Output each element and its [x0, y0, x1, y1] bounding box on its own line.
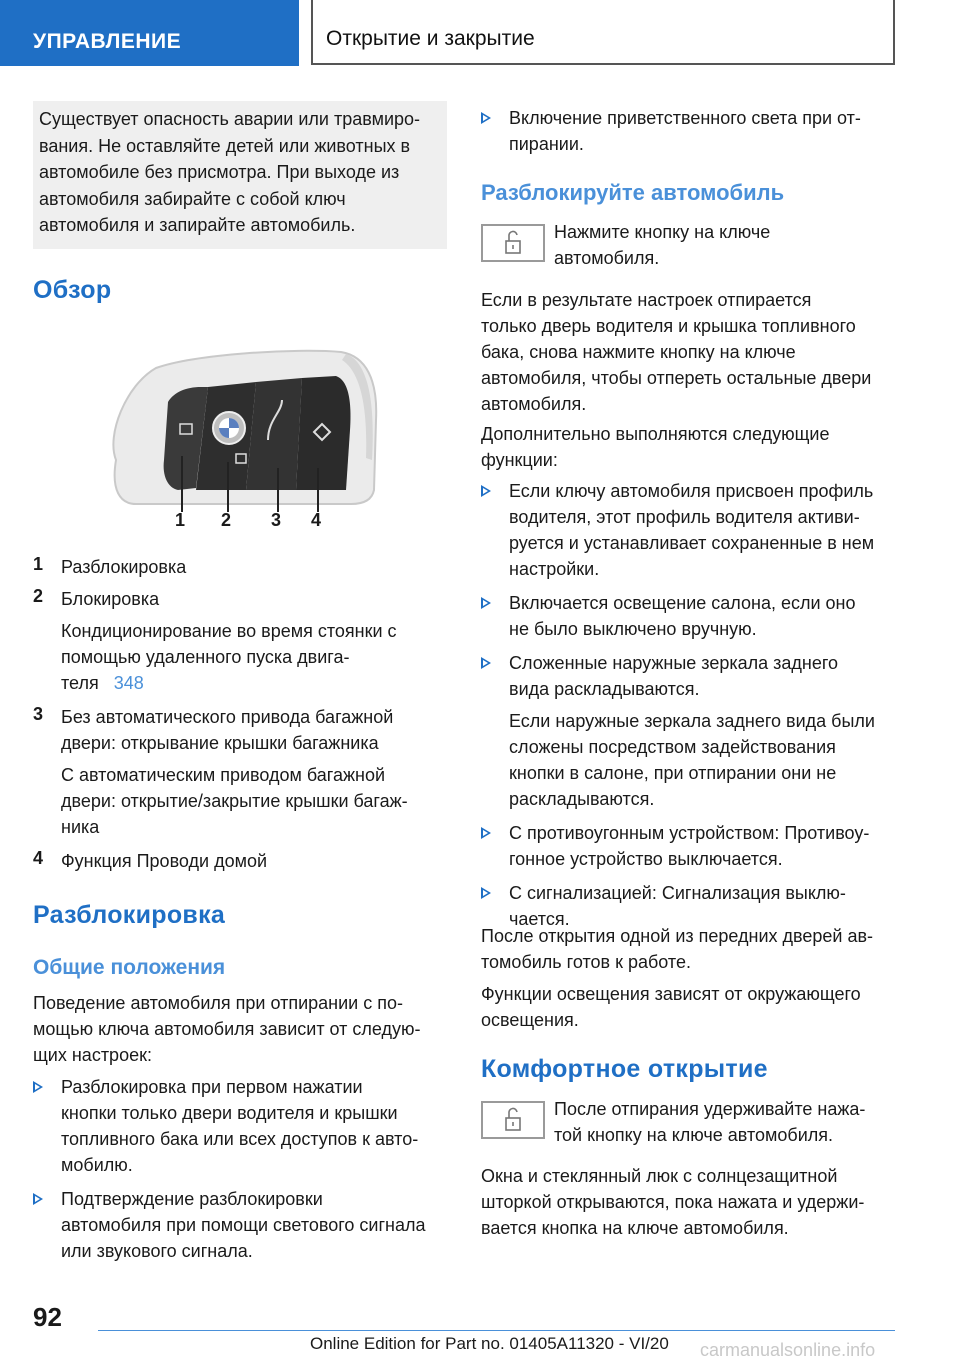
bullet-item — [33, 1186, 447, 1264]
item-extra — [33, 618, 447, 696]
paragraph-windows: Окна и стеклянный люк с солнцезащитной шторкой открываются, пока нажата и удержи- вается кнопка на ключе автомобиля. — [481, 1166, 865, 1238]
heading-comfort-open: Комфортное открытие — [481, 1055, 768, 1083]
bullet-item — [481, 820, 895, 872]
item-text: Блокировка — [61, 589, 160, 609]
key-label-4: 4 — [311, 510, 322, 530]
unlock-button-icon-2 — [481, 1101, 545, 1139]
item-number: 1 — [33, 554, 44, 574]
right-top-bullet — [481, 105, 895, 157]
triangle-bullet-icon — [481, 485, 491, 497]
bullet-item — [33, 1074, 447, 1178]
warning-box — [33, 101, 447, 249]
footer-edition: Online Edition for Part no. 01405A11320 - VI/20 — [310, 1334, 669, 1353]
triangle-bullet-icon — [481, 887, 491, 899]
paragraph-lighting: Функции освещения зависят от окружающего освещения. — [481, 984, 861, 1030]
page-ref-link[interactable]: 348 — [113, 673, 144, 693]
key-label-2: 2 — [221, 510, 232, 530]
heading-unlock-vehicle: Разблокируйте автомобиль — [481, 180, 785, 205]
header-divider-right — [893, 0, 895, 64]
triangle-bullet-icon — [33, 1193, 43, 1205]
comfort-button-text: После отпирания удерживайте нажа- той кнопку на ключе автомобиля. — [554, 1099, 866, 1145]
key-label-1: 1 — [175, 510, 186, 530]
list-item — [33, 586, 447, 696]
bullet-text: С противоугонным устройством: Противоу- гонное устройство выключается. — [509, 823, 870, 869]
header-divider — [311, 0, 313, 64]
unlock-button-icon — [481, 224, 545, 262]
paragraph-ready: После открытия одной из передних дверей ав- томобиль готов к работе. — [481, 926, 874, 972]
page-number: 92 — [33, 1302, 62, 1332]
bullet-item — [481, 650, 895, 702]
bullet-text: Если ключу автомобиля присвоен профиль водителя, этот профиль водителя активи- руется и устанавливает сохраненные в нем настройки. — [509, 481, 875, 579]
bullet-text: Подтверждение разблокировки автомобиля при помощи светового сигнала или звукового сигнала. — [61, 1189, 426, 1261]
item-text: Без автоматического привода багажной двери: открывание крышки багажника — [61, 707, 394, 753]
item-text: Функция Проводи домой — [61, 851, 268, 871]
item-extra: С автоматическим приводом багажной двери: открытие/закрытие крышки багаж- ника — [61, 765, 408, 837]
header-underline — [311, 63, 895, 65]
item-text: Разблокировка — [61, 557, 187, 577]
unlock-bullets — [33, 1074, 447, 1264]
bullet-item — [481, 478, 895, 582]
paragraph-additional: Дополнительно выполняются следующие функции: — [481, 424, 830, 470]
section-tab: УПРАВЛЕНИЕ — [0, 0, 299, 66]
unlock-intro: Поведение автомобиля при отпирании с по- мощью ключа автомобиля зависит от следую- щих настроек: — [33, 993, 421, 1065]
page-title: Открытие и закрытие — [326, 27, 535, 50]
triangle-bullet-icon — [481, 112, 491, 124]
triangle-bullet-icon — [481, 657, 491, 669]
watermark: carmanualsonline.info — [700, 1340, 876, 1360]
unlock-button-text: Нажмите кнопку на ключе автомобиля. — [554, 222, 771, 268]
bullet-text: Включается освещение салона, если оно не было выключено вручную. — [509, 593, 856, 639]
key-label-3: 3 — [271, 510, 282, 530]
triangle-bullet-icon — [481, 597, 491, 609]
triangle-bullet-icon — [481, 827, 491, 839]
bullet-text: С сигнализацией: Сигнализация выклю- чается. — [509, 883, 846, 929]
bullet-item — [481, 590, 895, 642]
list-item — [33, 554, 447, 586]
bullet-text: Разблокировка при первом нажатии кнопки только двери водителя и крышки топливного бака или всех доступов к авто- мобилю. — [61, 1077, 419, 1175]
item-number: 3 — [33, 704, 44, 724]
list-item — [33, 704, 447, 840]
triangle-bullet-icon — [33, 1081, 43, 1093]
overview-list — [33, 554, 447, 874]
bullet-extra: Если наружные зеркала заднего вида были сложены посредством задействования кнопки в салоне, при отпирании они не раскладываются. — [509, 711, 875, 809]
item-extra-text: Кондиционирование во время стоянки с помощью удаленного пуска двига- теля — [61, 621, 397, 693]
footer-line — [98, 1330, 895, 1331]
bullet-item — [481, 105, 895, 157]
heading-unlock: Разблокировка — [33, 901, 226, 929]
item-number: 4 — [33, 848, 44, 868]
warning-text: Существует опасность аварии или травмиро- вания. Не оставляйте детей или животных в автомобиле без присмотра. При выходе из автомобиля забирайте с собой ключ автомобиля и запирайте автомобиль. — [39, 109, 421, 235]
key-fob-illustration — [96, 340, 386, 540]
bullet-text: Сложенные наружные зеркала заднего вида раскладываются. — [509, 653, 839, 699]
bullet-text: Включение приветственного света при от- пирании. — [509, 108, 861, 154]
list-item — [33, 848, 447, 874]
functions-bullets — [481, 478, 895, 932]
subheading-general: Общие положения — [33, 956, 226, 979]
item-number: 2 — [33, 586, 44, 606]
heading-overview: Обзор — [33, 276, 112, 304]
paragraph-unlock-settings: Если в результате настроек отпирается только дверь водителя и крышка топливного бака, снова нажмите кнопку на ключе автомобиля, чтобы отпереть остальные двери автомобиля. — [481, 290, 872, 414]
